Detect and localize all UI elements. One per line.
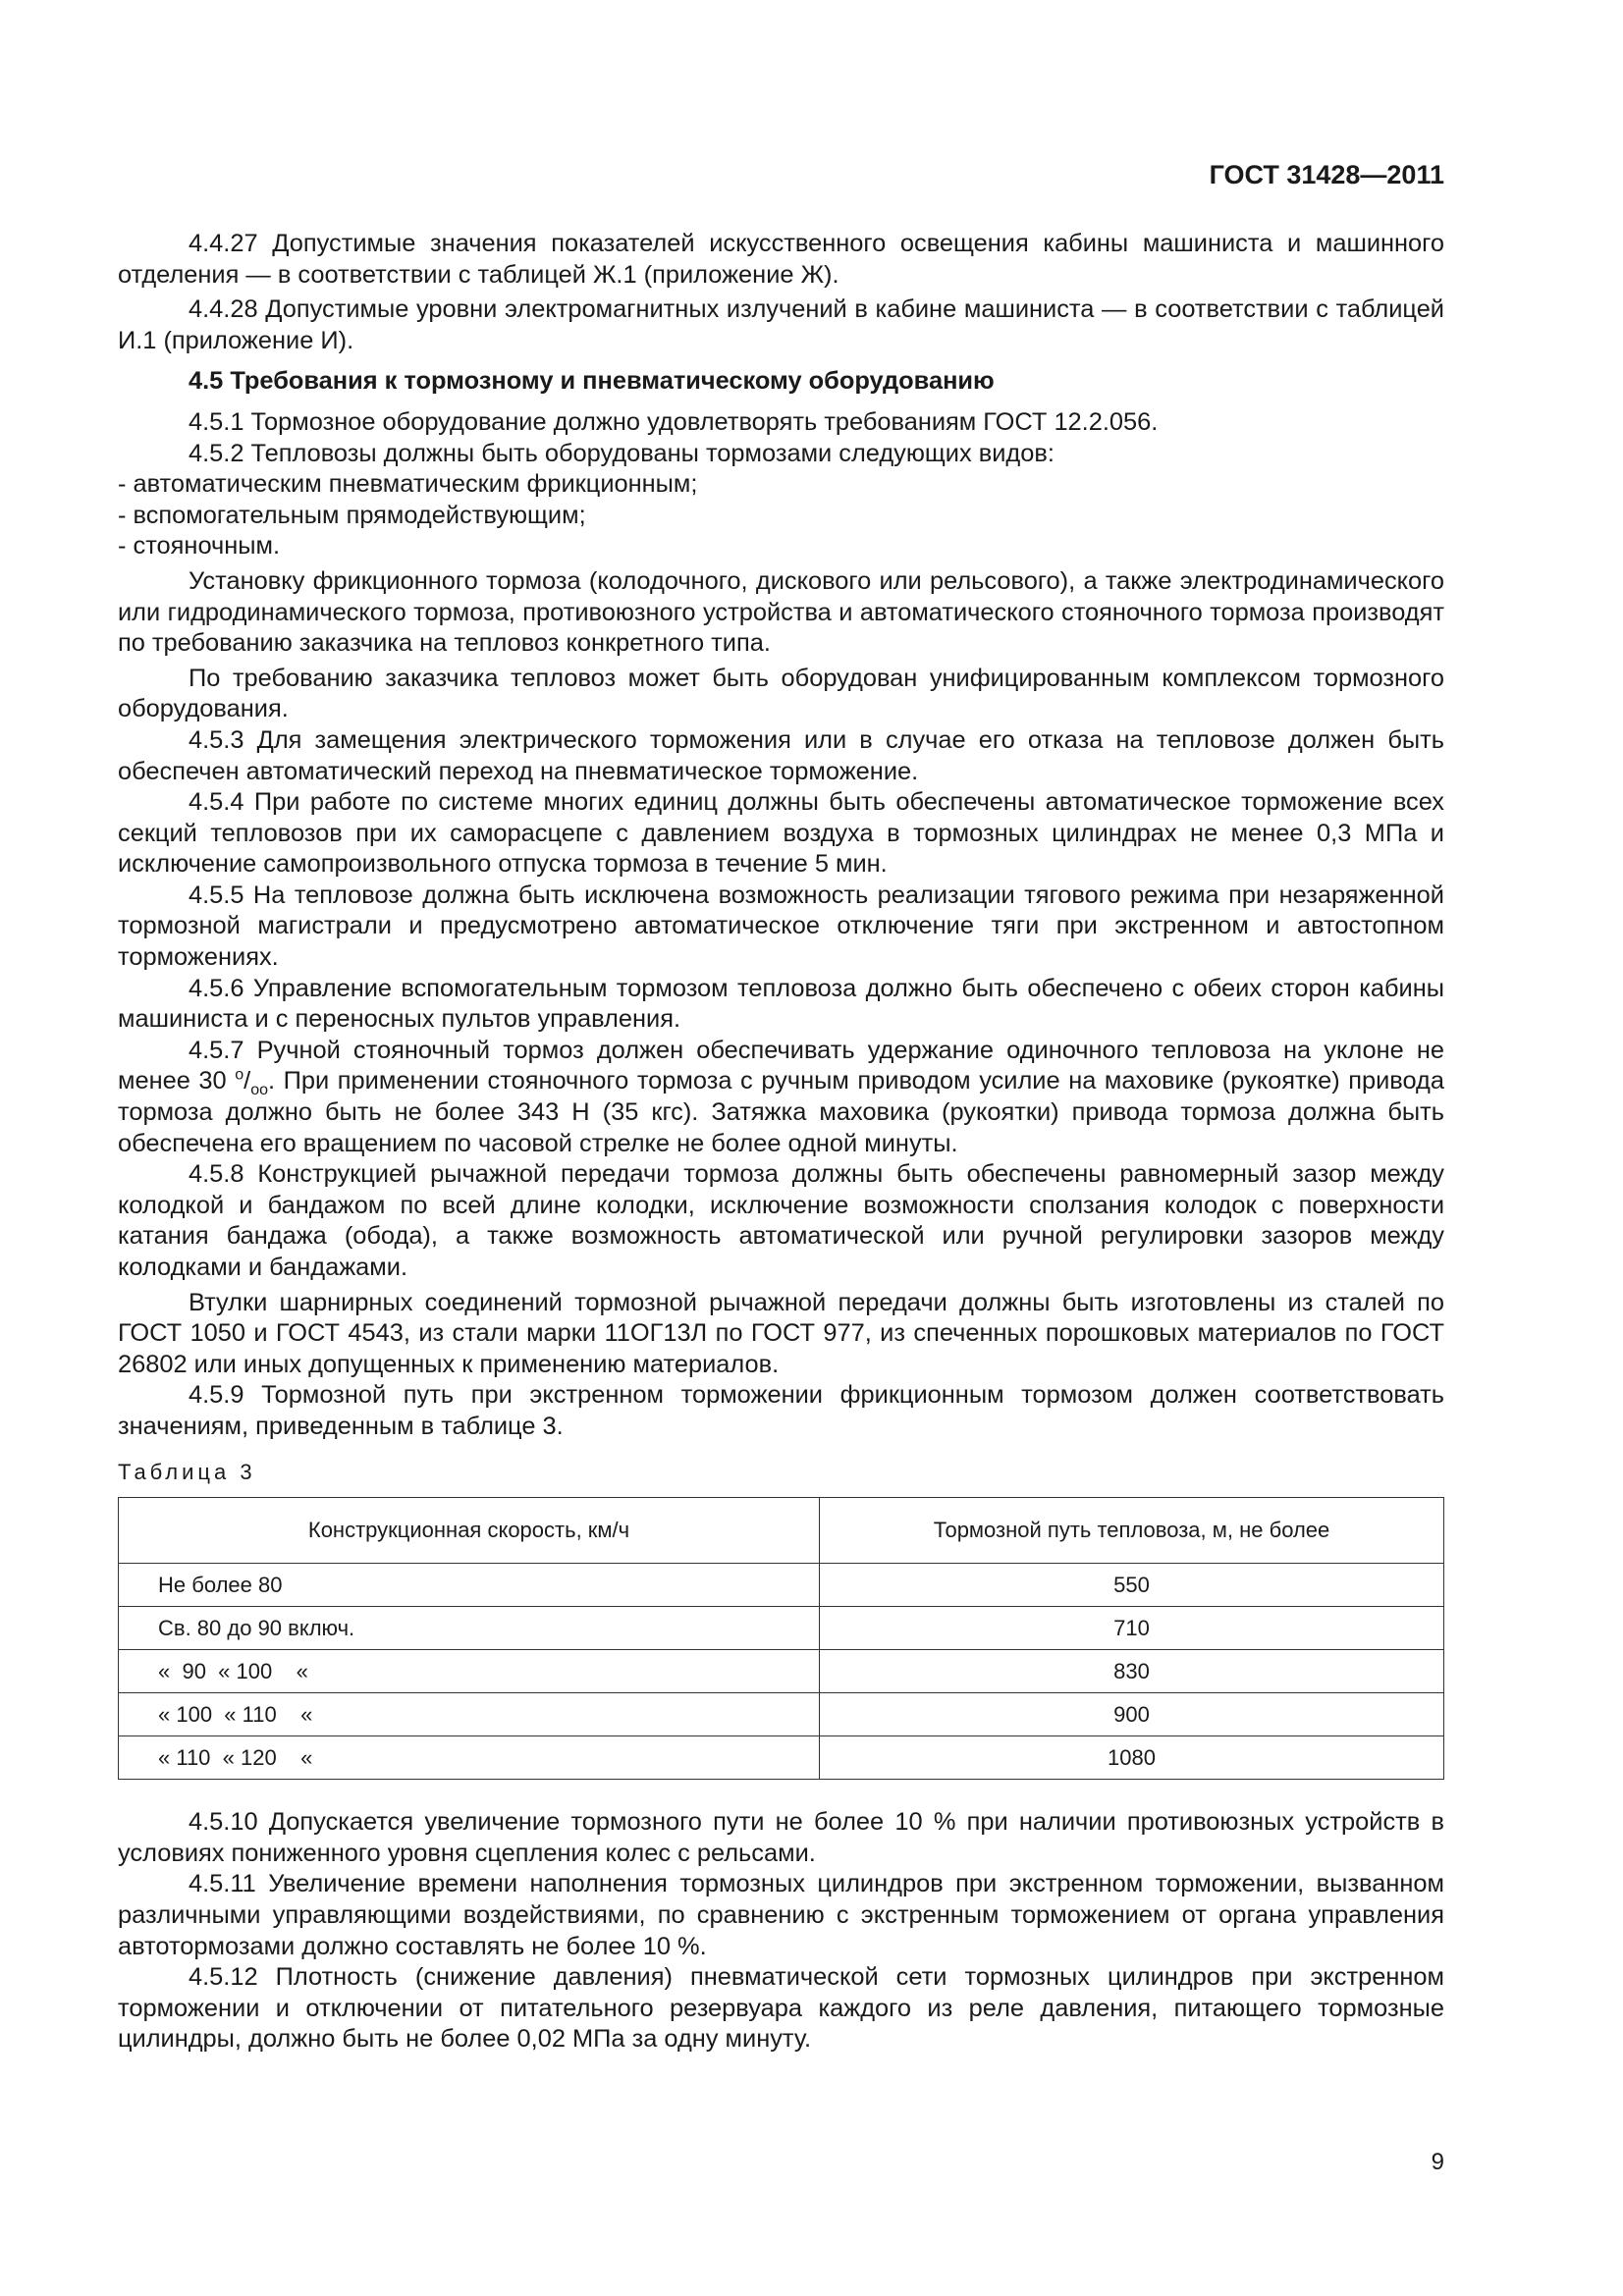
table-row (119, 1564, 1444, 1607)
table-row (119, 1650, 1444, 1693)
distance-cell: 830 (820, 1650, 1444, 1693)
column-header-speed: Конструкционная скорость, км/ч (119, 1498, 820, 1564)
paragraph-4-5-3: 4.5.3 Для замещения электрического торможения или в случае его отказа на тепловозе должен быть обеспечен автоматический переход на пневматическое торможение. (118, 725, 1444, 785)
paragraph-4-5-5: 4.5.5 На тепловозе должна быть исключена возможность реализации тягового режима при незаряженной тормозной магистрали и предусмотрено автоматическое отключение тяги при экстренном и автостопном торможениях. (118, 881, 1444, 972)
paragraph-bushings: Втулки шарнирных соединений тормозной рычажной передачи должны быть изготовлены из сталей по ГОСТ 1050 и ГОСТ 4543, из стали марки 11ОГ13Л по ГОСТ 977, из спеченных порошковых материалов по ГОСТ 26802 или иных допущенных к применению материалов. (118, 1288, 1444, 1378)
list-item: - вспомогательным прямодействующим; (118, 501, 586, 529)
speed-cell: « 90 « 100 « (119, 1650, 820, 1693)
speed-cell: Не более 80 (119, 1564, 820, 1607)
paragraph-4-5-11: 4.5.11 Увеличение времени наполнения тормозных цилиндров при экстренном торможении, вызванном различными управляющими воздействиями, по сравнению с экстренным торможением от органа управления автотормозами должно составлять не более 10 %. (118, 1870, 1444, 1960)
paragraph-4-5-7 (118, 1036, 1444, 1159)
list-item: - автоматическим пневматическим фрикционным; (118, 470, 698, 499)
paragraph-4-4-27: 4.4.27 Допустимые значения показателей искусственного освещения кабины машиниста и машинного отделения — в соответствии с таблицей Ж.1 (приложение Ж). (118, 230, 1444, 289)
distance-cell: 1080 (820, 1736, 1444, 1780)
paragraph-4-5-8: 4.5.8 Конструкцией рычажной передачи тормоза должны быть обеспечены равномерный зазор между колодкой и бандажом по всей длине колодки, исключение возможности сползания колодок с поверхности катания бандажа (обода), а также возможность автоматической или ручной регулировки зазоров между колодками и бандажами. (118, 1160, 1444, 1281)
speed-cell: Св. 80 до 90 включ. (119, 1607, 820, 1650)
paragraph-4-5-1: 4.5.1 Тормозное оборудование должно удовлетворять требованиям ГОСТ 12.2.056. (189, 407, 1159, 436)
paragraph-4-5-7-end: . При применении стояночного тормоза с ручным приводом усилие на маховике (рукоятке) привода тормоза должно быть не более 343 Н (35 кгс). Затяжка маховика (рукоятки) привода тормоза должна быть обеспечена его вращением по часовой стрелке не более одной минуты. (118, 1067, 1444, 1157)
standard-code-header: ГОСТ 31428—2011 (1209, 160, 1444, 189)
table-row (119, 1693, 1444, 1736)
paragraph-4-4-28: 4.4.28 Допустимые уровни электромагнитных излучений в кабине машиниста — в соответствии с таблицей И.1 (приложение И). (118, 295, 1444, 354)
table-row (119, 1736, 1444, 1780)
column-header-braking-distance: Тормозной путь тепловоза, м, не более (820, 1498, 1444, 1564)
permille-sub: oo (250, 1082, 269, 1099)
braking-distance-table (118, 1497, 1444, 1780)
document-body (118, 229, 1444, 2056)
speed-cell: « 100 « 110 « (119, 1693, 820, 1736)
paragraph-4-5-6: 4.5.6 Управление вспомогательным тормозом тепловоза должно быть обеспечено с обеих сторон кабины машиниста и с переносных пультов управления. (118, 974, 1444, 1034)
paragraph-4-5-2: 4.5.2 Тепловозы должны быть оборудованы тормозами следующих видов: (189, 439, 1055, 467)
distance-cell: 550 (820, 1564, 1444, 1607)
permille-sup: o (235, 1066, 244, 1084)
distance-cell: 710 (820, 1607, 1444, 1650)
page-number: 9 (1431, 2149, 1444, 2175)
table-header-row (119, 1498, 1444, 1564)
paragraph-4-5-9: 4.5.9 Тормозной путь при экстренном торможении фрикционным тормозом должен соответствовать значениям, приведенным в таблице 3. (118, 1381, 1444, 1440)
table-caption: Таблица 3 (118, 1459, 256, 1484)
list-item: - стояночным. (118, 532, 281, 561)
paragraph-4-5-12: 4.5.12 Плотность (снижение давления) пневматической сети тормозных цилиндров при экстренном торможении и отключении от питательного резервуара каждого из реле давления, питающего тормозные цилиндры, должно быть не более 0,02 МПа за одну минуту. (118, 1963, 1444, 2054)
table-row (119, 1607, 1444, 1650)
permille-slash: / (243, 1067, 251, 1095)
distance-cell: 900 (820, 1693, 1444, 1736)
paragraph-4-5-4: 4.5.4 При работе по системе многих единиц должны быть обеспечены автоматическое торможение всех секций тепловозов при их саморасцепе с давлением воздуха в тормозных цилиндрах не менее 0,3 МПа и исключение самопроизвольного отпуска тормоза в течение 5 мин. (118, 788, 1444, 879)
section-heading-4-5: 4.5 Требования к тормозному и пневматическому оборудованию (189, 367, 995, 396)
paragraph-brake-installation: Установку фрикционного тормоза (колодочного, дискового или рельсового), а также электродинамического или гидродинамического тормоза, противоюзного устройства и автоматического стояночного тормоза производят по требованию заказчика на тепловоз конкретного типа. (118, 566, 1444, 658)
paragraph-4-5-7-start: 4.5.7 Ручной стояночный тормоз должен обеспечивать удержание одиночного тепловоза на уклоне не менее 30 (118, 1036, 1444, 1095)
paragraph-customer-request: По требованию заказчика тепловоз может быть оборудован унифицированным комплексом тормозного оборудования. (118, 664, 1444, 723)
speed-cell: « 110 « 120 « (119, 1736, 820, 1780)
paragraph-4-5-10: 4.5.10 Допускается увеличение тормозного пути не более 10 % при наличии противоюзных устройств в условиях пониженного уровня сцепления колес с рельсами. (118, 1808, 1444, 1867)
